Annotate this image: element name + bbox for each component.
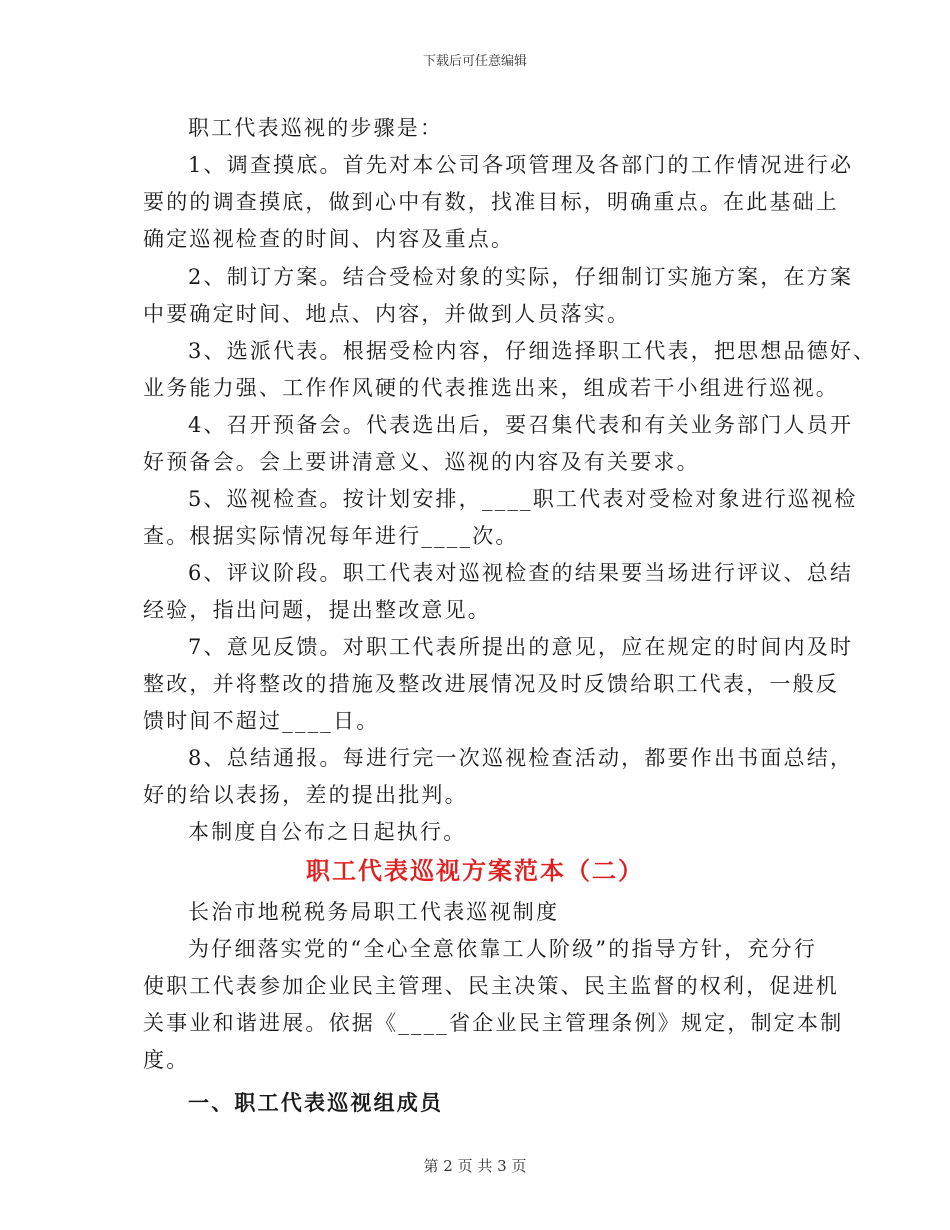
text-line: 度。 bbox=[143, 1048, 190, 1072]
text-line: 好的给以表扬，差的提出批判。 bbox=[143, 783, 468, 807]
text-line: 8、总结通报。每进行完一次巡视检查活动，都要作出书面总结， bbox=[188, 746, 854, 770]
text-line: 7、意见反馈。对职工代表所提出的意见，应在规定的时间内及时 bbox=[188, 635, 854, 659]
text-line: 业务能力强、工作作风硬的代表推选出来，组成若干小组进行巡视。 bbox=[143, 376, 839, 400]
page-number: 第 2 页 共 3 页 bbox=[423, 1157, 527, 1175]
text-line: 整改，并将整改的措施及整改进展情况及时反馈给职工代表，一般反 bbox=[143, 672, 839, 696]
text-line: 2、制订方案。结合受检对象的实际，仔细制订实施方案，在方案 bbox=[188, 265, 854, 289]
page-header-note: 下载后可任意编辑 bbox=[422, 54, 527, 69]
text-line: 经验，指出问题，提出整改意见。 bbox=[143, 598, 491, 622]
text-line: 好预备会。会上要讲清意义、巡视的内容及有关要求。 bbox=[143, 450, 700, 474]
text-line: 中要确定时间、地点、内容，并做到人员落实。 bbox=[143, 302, 631, 326]
text-line: 确定巡视检查的时间、内容及重点。 bbox=[143, 227, 515, 251]
text-line: 6、评议阶段。职工代表对巡视检查的结果要当场进行评议、总结 bbox=[188, 561, 854, 585]
text-line: 5、巡视检查。按计划安排，____职工代表对受检对象进行巡视检 bbox=[188, 487, 858, 511]
text-line: 3、选派代表。根据受检内容，仔细选择职工代表，把思想品德好、 bbox=[188, 339, 877, 363]
document-title: 职工代表巡视方案范本（二） bbox=[306, 856, 644, 885]
text-line: 4、召开预备会。代表选出后，要召集代表和有关业务部门人员开 bbox=[188, 413, 854, 437]
text-line: 长治市地税税务局职工代表巡视制度 bbox=[188, 900, 560, 924]
text-line: 职工代表巡视的步骤是： bbox=[188, 116, 444, 140]
text-line: 查。根据实际情况每年进行____次。 bbox=[143, 524, 519, 548]
text-line: 本制度自公布之日起执行。 bbox=[188, 820, 467, 844]
text-line: 1、调查摸底。首先对本公司各项管理及各部门的工作情况进行必 bbox=[188, 153, 854, 177]
text-line: 要的的调查摸底，做到心中有数，找准目标，明确重点。在此基础上 bbox=[143, 190, 839, 214]
text-line: 使职工代表参加企业民主管理、民主决策、民主监督的权利，促进机 bbox=[143, 974, 839, 998]
text-line: 为仔细落实党的“全心全意依靠工人阶级”的指导方针，充分行 bbox=[188, 937, 818, 961]
text-line: 馈时间不超过____日。 bbox=[143, 709, 380, 733]
section-heading: 一、职工代表巡视组成员 bbox=[188, 1090, 444, 1115]
text-line: 关事业和谐进展。依据《____省企业民主管理条例》规定，制定本制 bbox=[143, 1011, 844, 1035]
